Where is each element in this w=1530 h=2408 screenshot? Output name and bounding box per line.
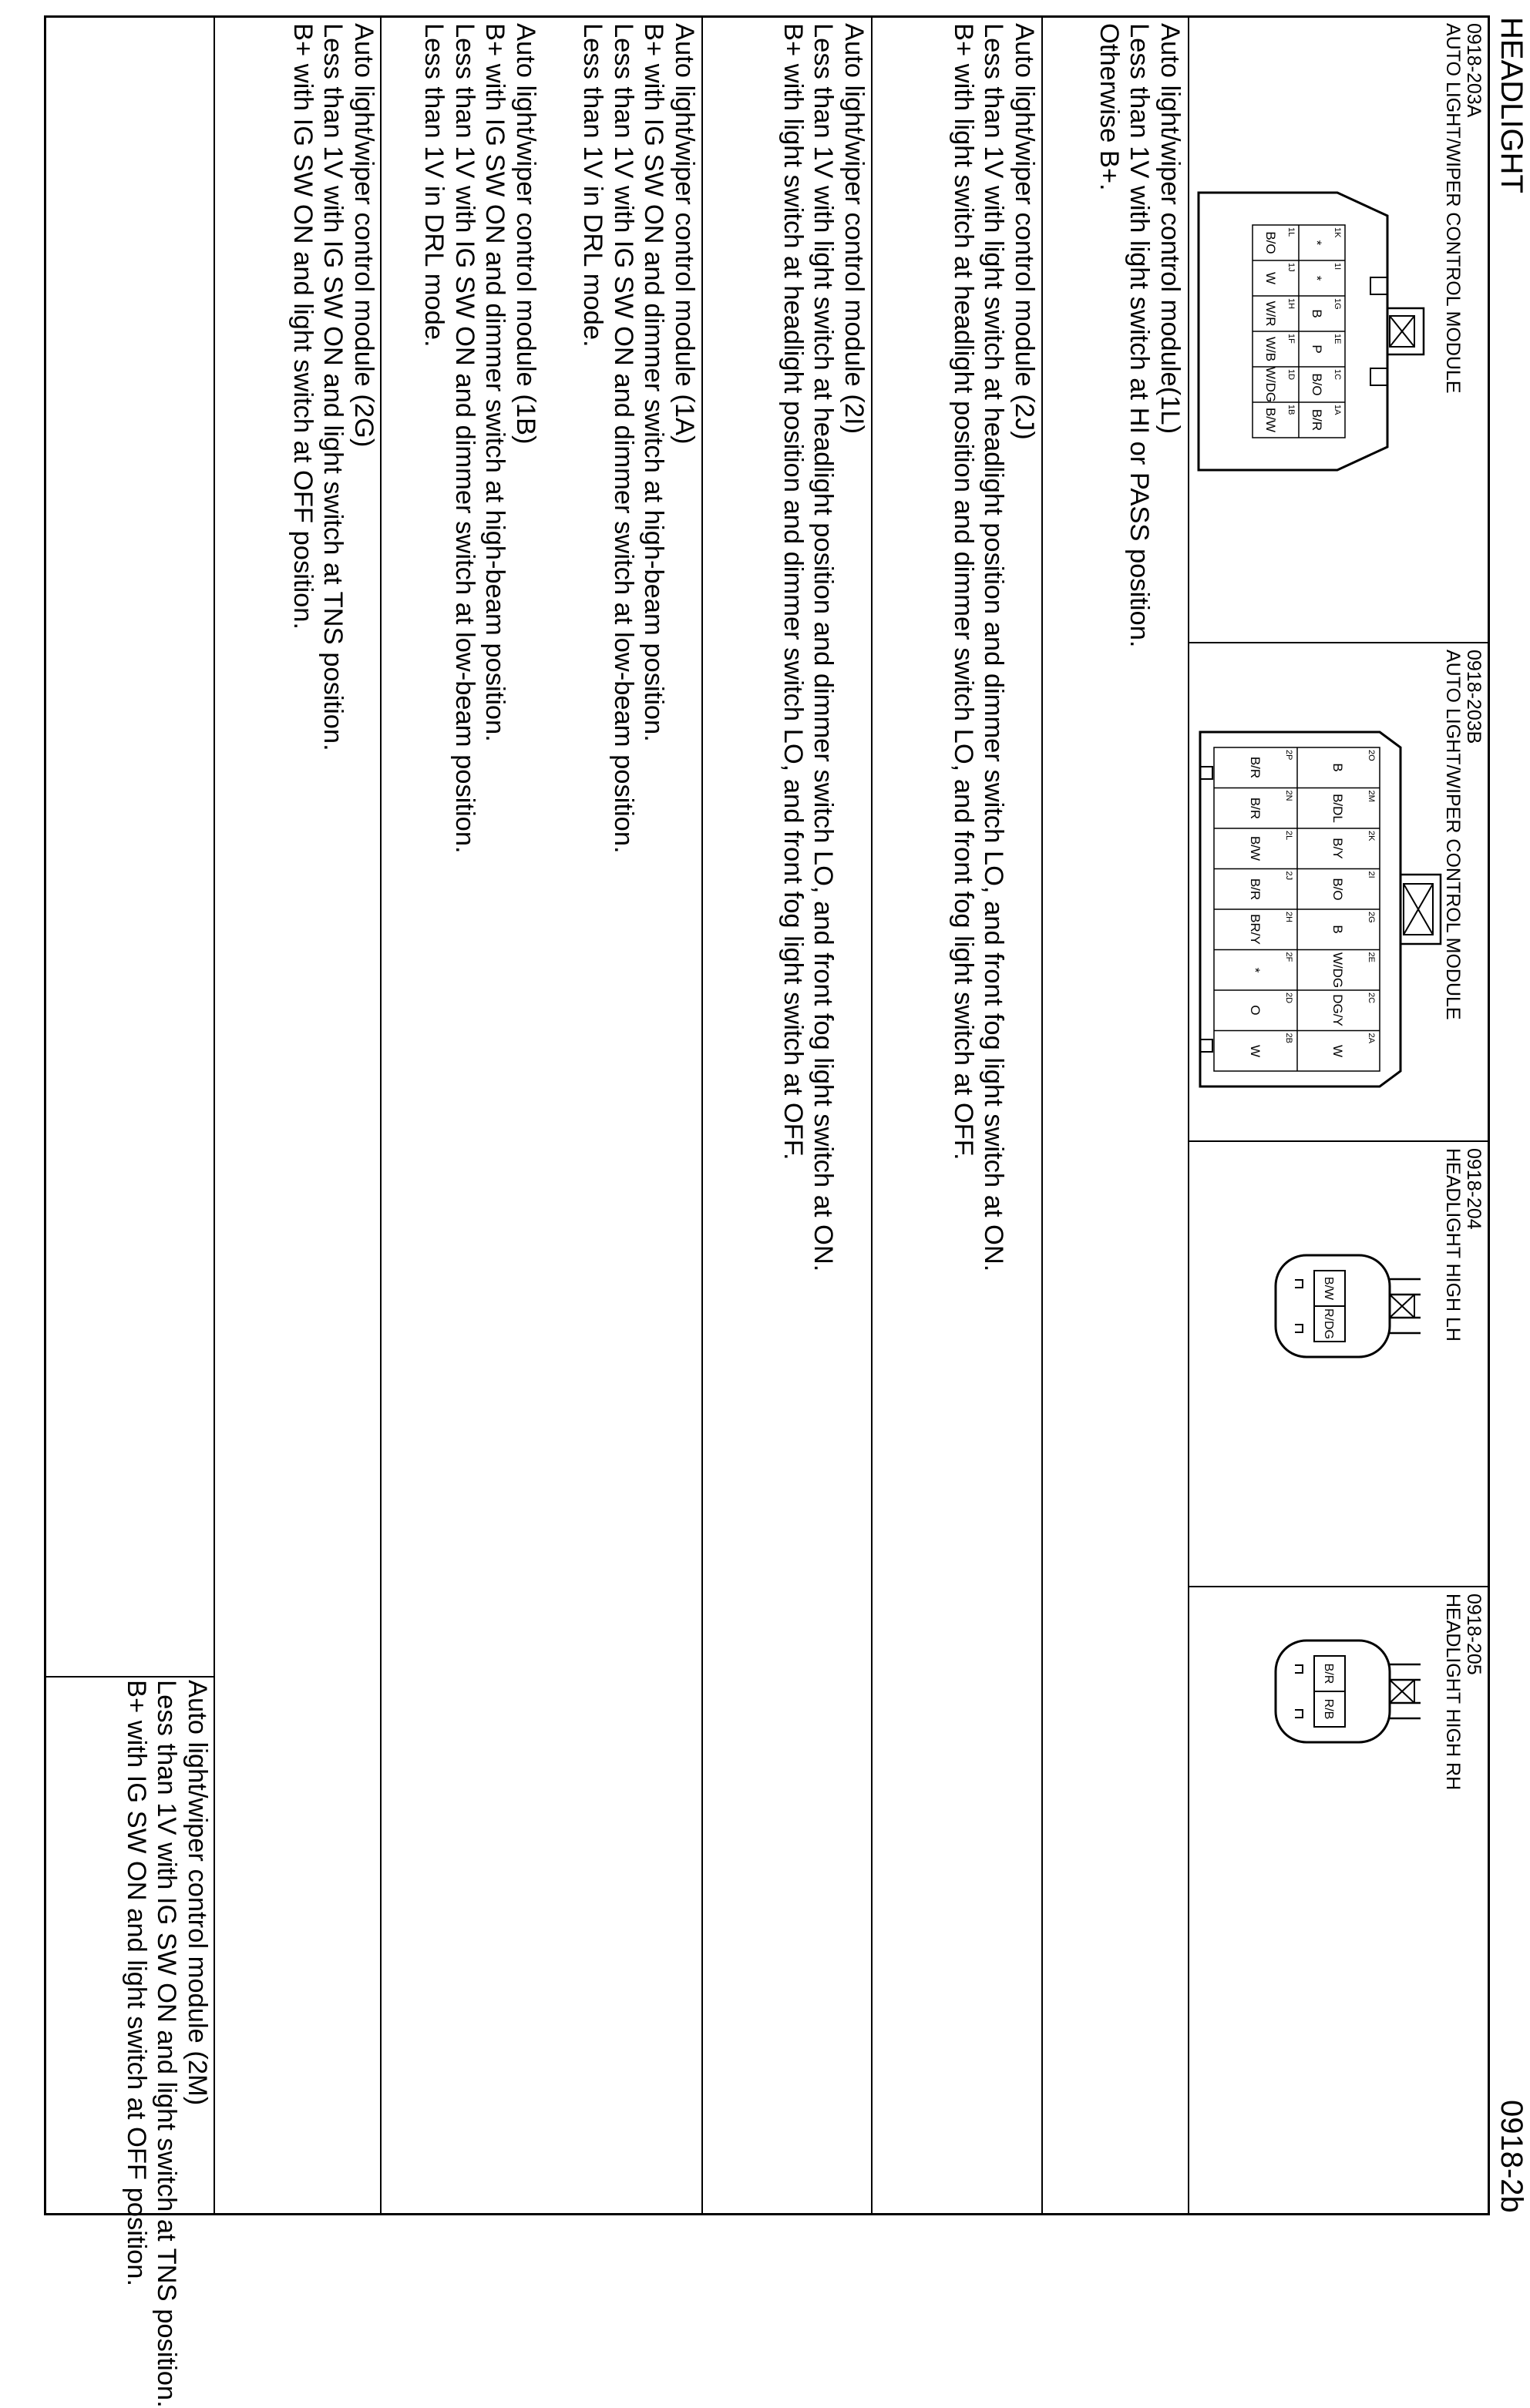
wire-1B: B/W [1263,407,1278,433]
wire-1A: B/R [1310,408,1324,432]
desc-2m-heading: Auto light/wiper control module (2M) [183,1680,212,2106]
desc-1a-line-2: B+ with IG SW ON and dimmer switch at high-beam position. [639,23,669,742]
wire-2I: B/O [1330,878,1345,901]
desc-1l-line-3: Otherwise B+. [1095,23,1124,191]
pin-1H-label: 1H [1286,298,1296,310]
desc-2m-line-2: Less than 1V with IG SW ON and light switch at TNS position. [152,1680,182,2408]
col-divider-1 [1188,642,1490,643]
desc-2m-line-3: B+ with IG SW ON and light switch at OFF position. [122,1680,151,2287]
pin-2N-label: 2N [1284,790,1293,801]
wire-2J: B/R [1248,878,1263,901]
frame-bottom [44,15,46,2215]
description-1l [1094,23,1185,648]
pin-2C-label: 2C [1367,992,1376,1004]
wire-2C: DG/Y [1330,994,1345,1026]
row-divider-3 [701,15,703,2215]
wire-2F: * [1248,967,1263,973]
pin-2H-label: 2H [1284,912,1293,923]
frame-right [44,2213,1490,2215]
desc-1b-line-3: Less than 1V with IG SW ON and dimmer switch at low-beam position. [450,23,479,854]
row-divider-2 [871,15,873,2215]
connector-name: HEADLIGHT HIGH LH [1442,1148,1464,1342]
pin-1K-label: 1K [1333,227,1342,238]
desc-2g-line-2: Less than 1V with IG SW ON and light switch at TNS position. [318,23,348,751]
pin-2O-label: 2O [1367,750,1376,761]
wire-b-w: B/W [1322,1276,1335,1301]
desc-2i-heading: Auto light/wiper control module (2I) [839,23,869,435]
desc-1a-heading: Auto light/wiper control module (1A) [670,23,699,445]
pin-2E-label: 2E [1367,952,1376,962]
pin-1G-label: 1G [1333,298,1342,310]
connector-code: 0918-204 [1463,1148,1485,1230]
wire-1F: W/B [1263,336,1278,362]
wire-1L: B/O [1263,231,1278,254]
wire-1I: * [1310,275,1324,281]
pin-2K-label: 2K [1367,831,1376,841]
row-divider-4 [380,15,382,2215]
row-divider-connectors [1188,15,1189,2215]
pin-2M-label: 2M [1367,790,1376,802]
wire-r-dg: R/DG [1322,1308,1335,1339]
desc-1b-line-4: Less than 1V in DRL mode. [419,23,449,348]
wire-2N: B/R [1248,797,1263,820]
connector-name: AUTO LIGHT/WIPER CONTROL MODULE [1442,23,1464,394]
connector-code: 0918-203A [1463,23,1485,118]
frame-left [44,15,1490,18]
pin-2B-label: 2B [1284,1033,1293,1043]
pin-2L-label: 2L [1284,831,1293,841]
wire-2P: B/R [1248,756,1263,779]
pin-2G-label: 2G [1367,912,1376,923]
wire-2E: W/DG [1330,952,1345,989]
wire-1D: W/DG [1263,366,1278,403]
wire-r-b: R/B [1322,1698,1335,1720]
desc-2j-heading: Auto light/wiper control module (2J) [1010,23,1039,440]
desc-2j-line-3: B+ with light switch at headlight position and dimmer switch LO, and front fog light switch at OFF. [949,23,978,1160]
pin-1I-label: 1I [1333,263,1342,270]
desc-1a-line-4: Less than 1V in DRL mode. [578,23,608,348]
wire-1H: W/R [1263,301,1278,327]
connector-203b-diagram [1191,720,1445,1098]
desc-2i-line-3: B+ with light switch at headlight position and dimmer switch LO, and front fog light switch at OFF. [778,23,808,1160]
desc-2j-line-2: Less than 1V with light switch at headlight position and dimmer switch LO, and front fog light switch at ON. [979,23,1009,1272]
connector-name: AUTO LIGHT/WIPER CONTROL MODULE [1442,650,1464,1020]
wire-2K: B/Y [1330,838,1345,859]
connector-code: 0918-203B [1463,650,1485,744]
wire-b-r: B/R [1322,1663,1335,1684]
pin-2J-label: 2J [1284,871,1293,881]
wire-2O: B [1330,763,1345,772]
col-divider-2 [1188,1140,1490,1142]
desc-1b-heading: Auto light/wiper control module (1B) [511,23,540,445]
description-2m [121,1680,213,2408]
pin-1J-label: 1J [1286,263,1296,272]
page-code: 0918-2b [1495,2100,1528,2213]
description-1a [577,23,699,854]
pin-2P-label: 2P [1284,750,1293,761]
wire-2B: W [1248,1044,1263,1058]
desc-1a-line-3: Less than 1V with IG SW ON and dimmer switch at low-beam position. [609,23,638,854]
wire-1E: P [1310,344,1324,354]
connector-code: 0918-205 [1463,1594,1485,1675]
col-divider-3 [1188,1586,1490,1587]
desc-1l-line-2: Less than 1V with light switch at HI or PASS position. [1125,23,1155,648]
page-title: HEADLIGHT [1495,17,1528,193]
wire-2H: BR/Y [1248,914,1263,945]
frame-top [1488,15,1490,2215]
desc-1b-line-2: B+ with IG SW ON and dimmer switch at high-beam position. [480,23,510,742]
pin-1F-label: 1F [1286,334,1296,344]
wire-1K: * [1310,240,1324,246]
wire-1C: B/O [1310,373,1324,396]
wire-1J: W [1263,271,1278,285]
description-2i [778,23,869,1271]
description-2g [288,23,379,751]
description-2j [948,23,1040,1271]
wire-2L: B/W [1248,835,1263,861]
pin-2A-label: 2A [1367,1033,1376,1043]
pin-1C-label: 1C [1333,369,1342,381]
pin-1B-label: 1B [1286,405,1296,415]
wire-2D: O [1248,1005,1263,1016]
connector-205-diagram [1268,1630,1438,1753]
col-divider-bottom [45,1676,215,1678]
pin-2I-label: 2I [1367,871,1376,878]
desc-1l-heading: Auto light/wiper control module(1L) [1155,23,1185,435]
row-divider-1 [1041,15,1043,2215]
desc-2g-heading: Auto light/wiper control module (2G) [349,23,378,448]
row-divider-5 [214,15,215,2215]
connector-204-diagram [1268,1244,1438,1368]
wire-2G: B [1330,925,1345,934]
wire-2M: B/DL [1330,794,1345,823]
pin-1L-label: 1L [1286,227,1296,237]
pin-1D-label: 1D [1286,369,1296,381]
desc-2i-line-2: Less than 1V with light switch at headlight position and dimmer switch LO, and front fog light switch at ON. [809,23,839,1272]
pin-2F-label: 2F [1284,952,1293,962]
desc-2g-line-3: B+ with IG SW ON and light switch at OFF position. [288,23,318,630]
wire-1G: B [1310,309,1324,318]
description-1b [419,23,540,854]
connector-name: HEADLIGHT HIGH RH [1442,1594,1464,1791]
pin-1E-label: 1E [1333,334,1342,344]
pin-2D-label: 2D [1284,992,1293,1004]
wire-2A: W [1330,1044,1345,1058]
connector-203a-diagram [1191,185,1445,478]
pin-1A-label: 1A [1333,405,1342,415]
